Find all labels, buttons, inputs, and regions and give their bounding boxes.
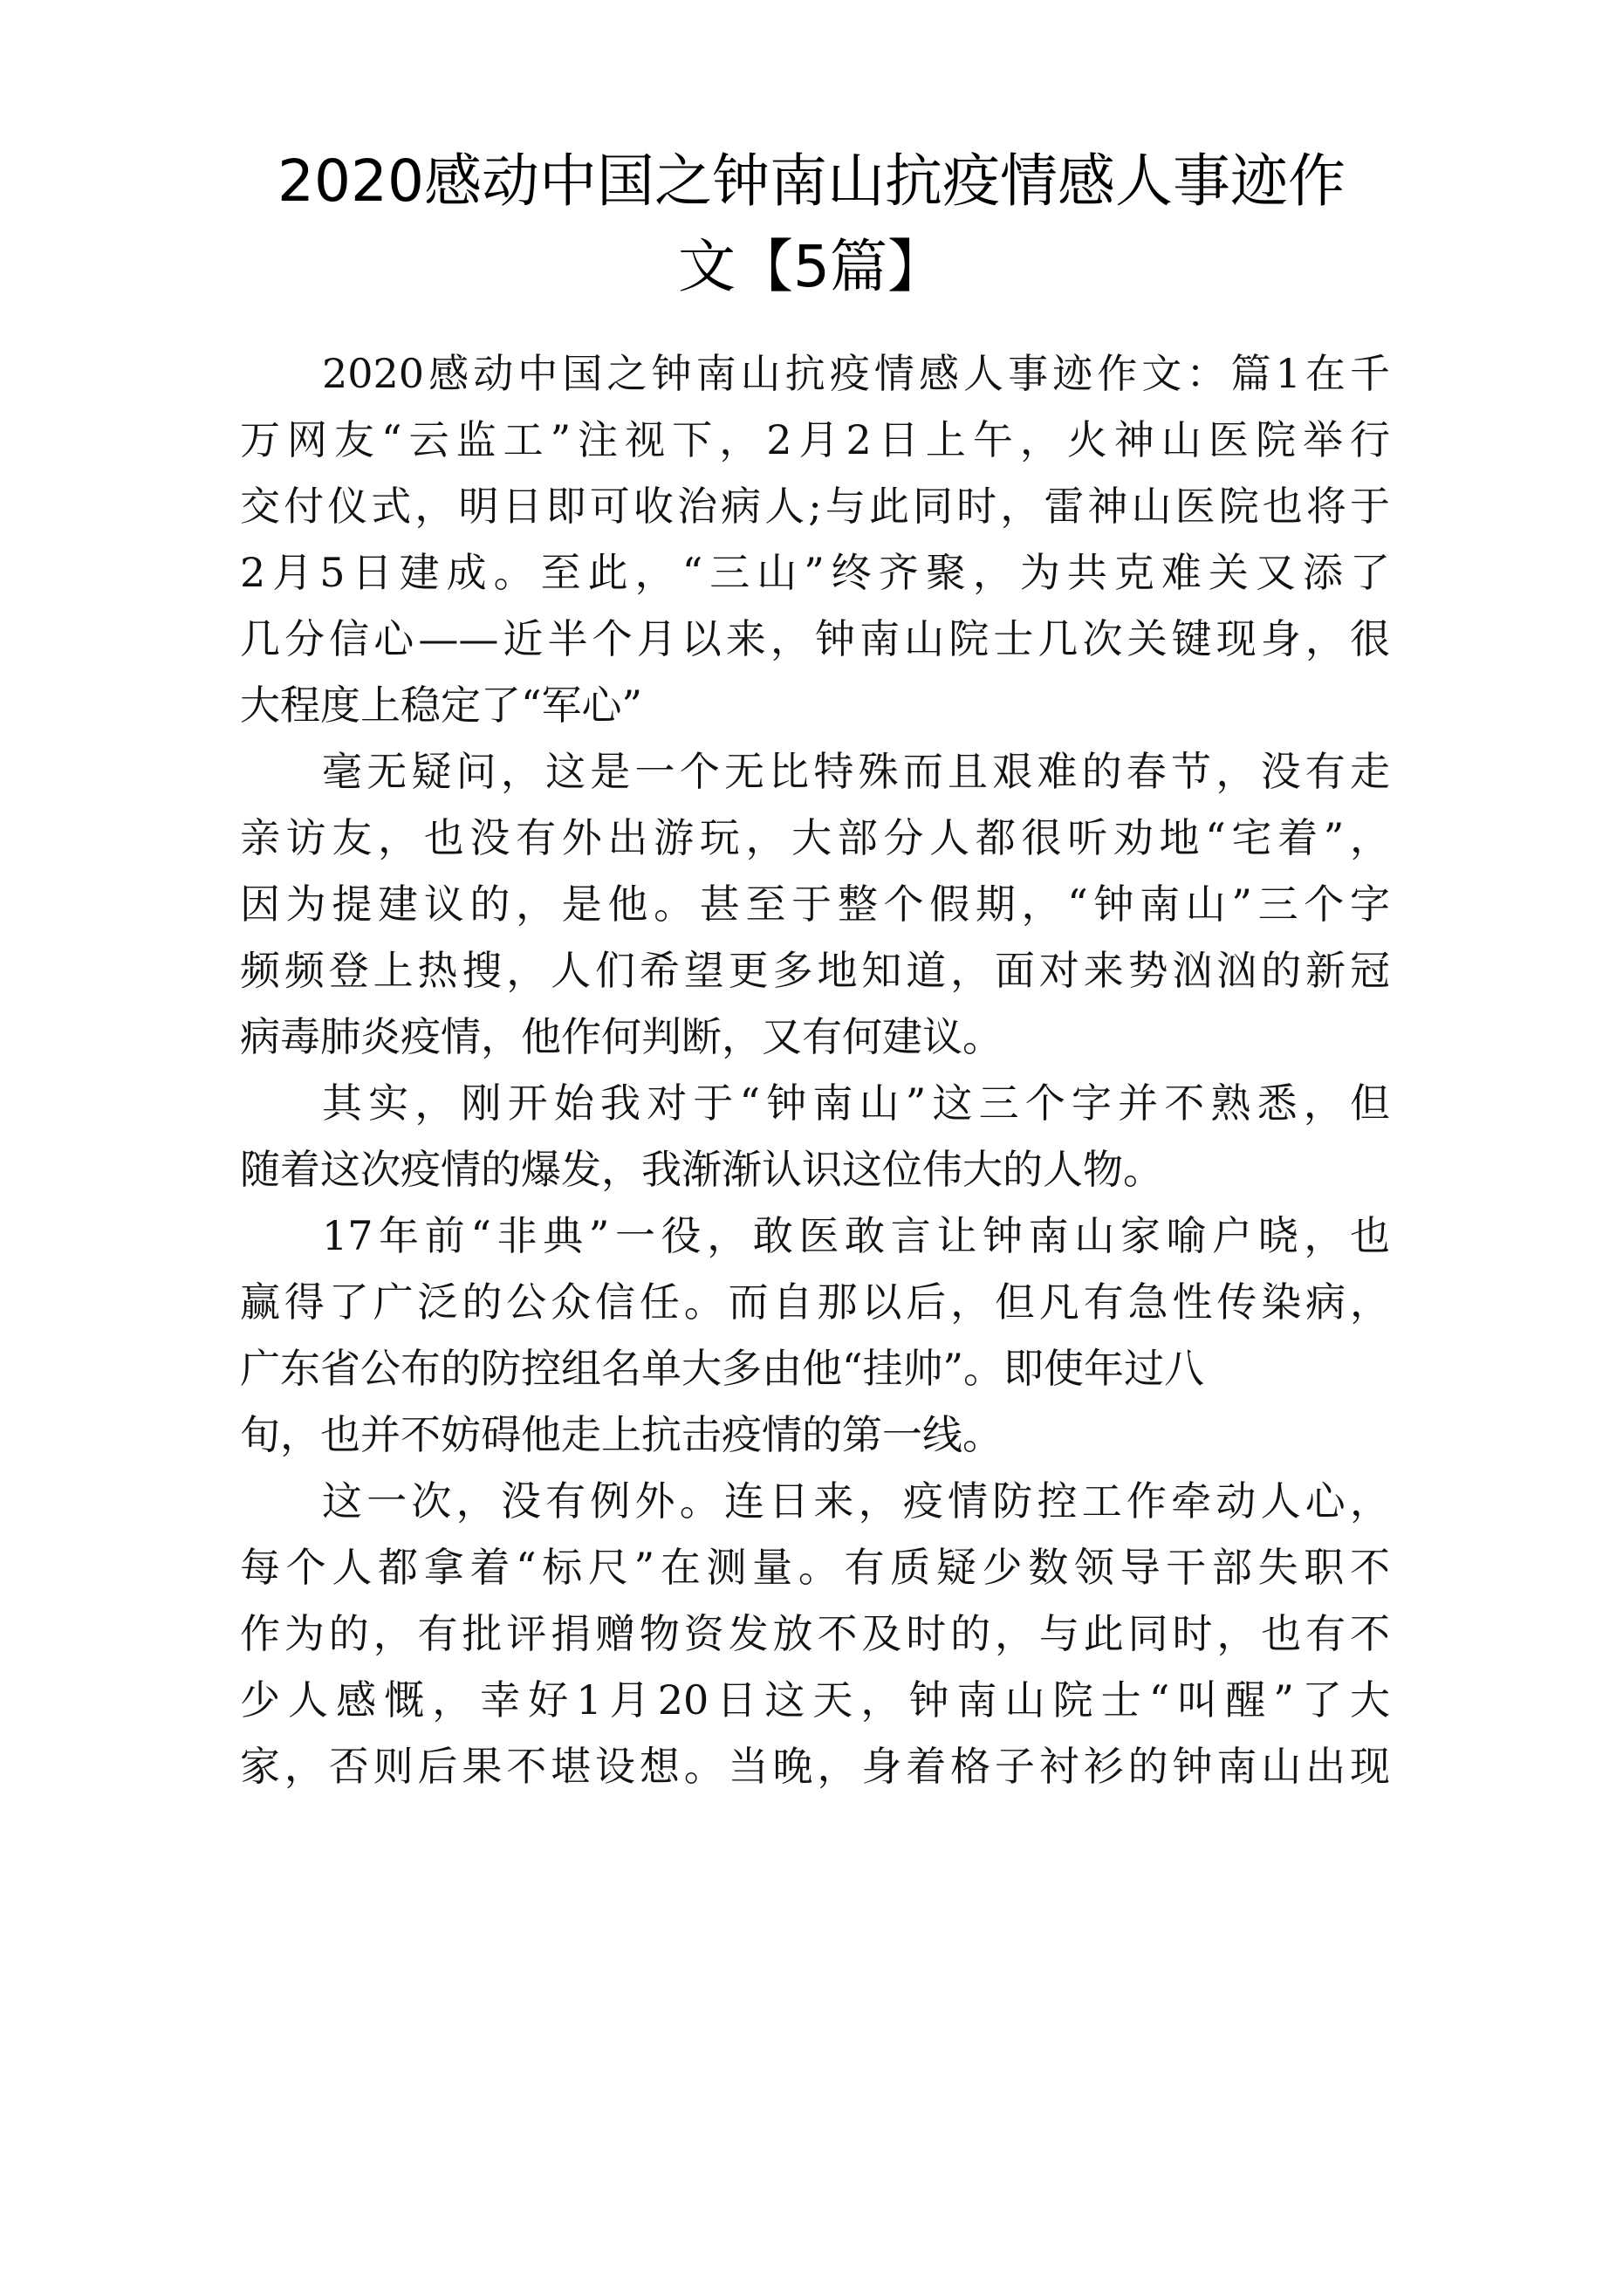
document-title-line-2: 文【5篇】: [678, 233, 945, 300]
document-title-line-1: 2020感动中国之钟南山抗疫情感人事迹作: [277, 147, 1346, 215]
paragraph-1: [240, 340, 1390, 738]
paragraph-line: 这一次，没有例外。连日来，疫情防控工作牵动人心，: [322, 1477, 1390, 1525]
paragraph-line: 2月5日建成。至此，“三山”终齐聚，为共克难关又添了: [240, 549, 1390, 596]
paragraph-line: 随着这次疫情的爆发，我渐渐认识这位伟大的人物。: [240, 1146, 1163, 1193]
paragraph-line: 广东省公布的防控组名单大多由他“挂帅”。即使年过八: [240, 1345, 1205, 1392]
paragraph-5: [240, 1468, 1390, 1799]
paragraph-line: 家，否则后果不堪设想。当晚，身着格子衬衫的钟南山出现: [240, 1743, 1390, 1790]
paragraph-line: 几分信心——近半个月以来，钟南山院士几次关键现身，很: [240, 615, 1390, 662]
paragraph-line: 亲访友，也没有外出游玩，大部分人都很听劝地“宅着”，: [240, 814, 1390, 861]
paragraph-line: 旬，也并不妨碍他走上抗击疫情的第一线。: [240, 1411, 1003, 1458]
paragraph-4: [240, 1203, 1390, 1468]
paragraph-line: 万网友“云监工”注视下，2月2日上午，火神山医院举行: [240, 416, 1390, 463]
paragraph-line: 毫无疑问，这是一个无比特殊而且艰难的春节，没有走: [322, 748, 1390, 795]
paragraph-line: 其实，刚开始我对于“钟南山”这三个字并不熟悉，但: [322, 1079, 1390, 1127]
paragraph-line: 每个人都拿着“标尺”在测量。有质疑少数领导干部失职不: [240, 1544, 1390, 1591]
paragraph-line: 赢得了广泛的公众信任。而自那以后，但凡有急性传染病，: [240, 1278, 1390, 1326]
paragraph-line: 因为提建议的，是他。甚至于整个假期，“钟南山”三个字: [240, 881, 1390, 928]
paragraph-line: 大程度上稳定了“军心”: [240, 682, 643, 729]
paragraph-line: 交付仪式，明日即可收治病人;与此同时，雷神山医院也将于: [240, 483, 1390, 530]
document-body: [240, 340, 1390, 1799]
paragraph-line: 频频登上热搜，人们希望更多地知道，面对来势汹汹的新冠: [240, 947, 1390, 994]
paragraph-3: [240, 1070, 1390, 1203]
paragraph-2: [240, 738, 1390, 1070]
paragraph-line: 17年前“非典”一役，敢医敢言让钟南山家喻户晓，也: [322, 1212, 1390, 1259]
paragraph-line: 少人感慨，幸好1月20日这天，钟南山院士“叫醒”了大: [240, 1676, 1390, 1724]
paragraph-line: 病毒肺炎疫情，他作何判断，又有何建议。: [240, 1013, 1003, 1060]
paragraph-line: 2020感动中国之钟南山抗疫情感人事迹作文：篇1在千: [322, 350, 1390, 397]
paragraph-line: 作为的，有批评捐赠物资发放不及时的，与此同时，也有不: [240, 1610, 1390, 1657]
